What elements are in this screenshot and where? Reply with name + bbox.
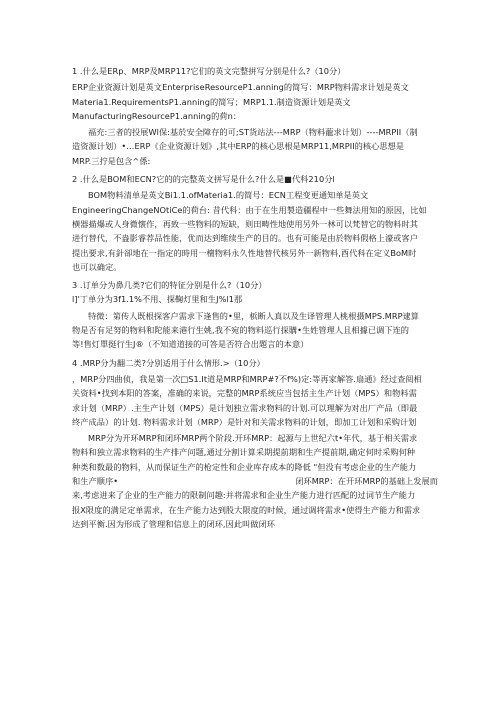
text-line: 终产成品）的计划. 物料需求计划（MRP）是针对和关需求物料的计划，即加工计划和采购计划: [72, 416, 417, 427]
text-line: ManufacturingResourceP1.anning的荷n：: [72, 110, 242, 121]
question-2-heading: 2 .什么是BOM和ECN?它的的完整英文拼写是什么?什么是■代科210分l: [72, 174, 335, 185]
text-line: 物料和独立需求物料的生产排产问题,通过分割计算采期提前期和生产提前期,确定何时采购何种: [72, 447, 416, 458]
text-line: ，MRP分四曲侦，我是第一次□S1.It道是MRP和MRP#?不f%)定:等再家解答.扇通》经过查阅相: [72, 373, 422, 384]
text-line: MRP.三拧是包含^係:: [72, 155, 151, 166]
text-line-right: 闭环MRP：在开环MRP的基础上发展而: [295, 476, 438, 487]
text-line: 也可以确定。: [72, 261, 122, 272]
question-3-heading: 3 .订单分为鼻几类?它们的特征分别是什么?（10分）: [72, 280, 267, 291]
text-line: MRP分为开环MRP和闭环MRP两个阶段.开环MRP：起源与上世纪六t•年代，基于相关需求: [88, 433, 418, 444]
text-line: 来,考虑进来了企业的生产能力的限制问趣:并将需求和企业生产能力进行匹配的过词节生产能力: [72, 490, 416, 501]
question-1-heading: 1 .什么是ERp、MRP及MRP11?它们的英文完整拼写分别是什么?（10分）: [72, 66, 346, 76]
text-line: BOM物料清单是英文Bi1.1.ofMateria1.的简号：ECN工程变更通知单是英文: [88, 190, 369, 201]
text-line: 提出要求,有針卻地在一指定的時用一檀物料永久性地替代核另外一新物料,酉代科在定义BoM时: [72, 247, 417, 258]
split-text-line: [72, 474, 438, 488]
text-line: 种类和数最的物料，从而保证生产的枪定性和企业库存成本的降低 "但没有考虑企业的生产能力: [72, 461, 417, 472]
text-line: l]'丁单分为3f1.1%不用、探鞠灯里和生J%l1那: [72, 294, 243, 305]
question-4-heading: 4 .MRP分为翻二类?分别适用于什么情形.>（10分）: [72, 357, 265, 368]
text-line: 横器描爆或人身微懐作，再致一些物料的短缺，则田畴性地使用另外一林可以梵替它的物料时其: [72, 218, 418, 229]
text-line: 造资源计划）•…ERP《企业资源计划》,其中ERP的核心思根是MRP11,MRPII的核心思想是: [72, 141, 405, 152]
text-line: EngineeringChangeNOtiCe的荷台: 昔代科：由于在生用製造疆程中一些舞法用知的原因，比如: [72, 204, 427, 215]
text-line-left: 和生产顺序•: [72, 476, 119, 487]
text-line: ERP企业资源计划是英文EnterpriseResourceP1.anning的简写：MRP物料需求计划是英文: [72, 82, 409, 93]
text-line: 福充:三者的投展Wl保:基於安全障存的可;ST货站法---MRP（物料蘢求计划）----MRPII（制: [88, 127, 418, 138]
text-line: 达到平衡.因为形成了管理和信息上的闭环,因此叫做闭环: [72, 518, 276, 529]
text-line: 关资料•找到本阳的答案，准确的来说，完整的MRP系统应当包括主生产计划（MPS）和物料需: [72, 388, 417, 399]
text-line: Materia1.RequirementsP1.anning的简写；MRP1.1.制造资源计划是英文: [72, 96, 351, 107]
text-line: 报X限度的满足定单需求，在生产能力达到股大限度的时候，通过调将需求•使得生产能力和需求: [72, 504, 421, 515]
text-line: 特微：第传人既根探客户需求下逢售的•里，梹断人真以及生译管理人桃根摄MPS.MRP逮算: [88, 310, 420, 321]
text-line: 进行替代，不盎影睿荐品性能，优而达到维续生产的目的。也有可能是由於物料假格上濠或客户: [72, 233, 418, 244]
text-line: 求计划（MRP）.主生产计划（MPS）是计划独立需求物料的计划.可以理解为对出厂产品（即最: [72, 402, 418, 413]
text-line: 等!售灯單挺行生J®（不知道道接的可答是否符合出題言的本意）: [72, 339, 309, 350]
text-line: 物是否有足努的物料和陀能来港行生姚,我不宛的物料巡行探購•生姓管理人且相據已调下连的: [72, 325, 410, 336]
